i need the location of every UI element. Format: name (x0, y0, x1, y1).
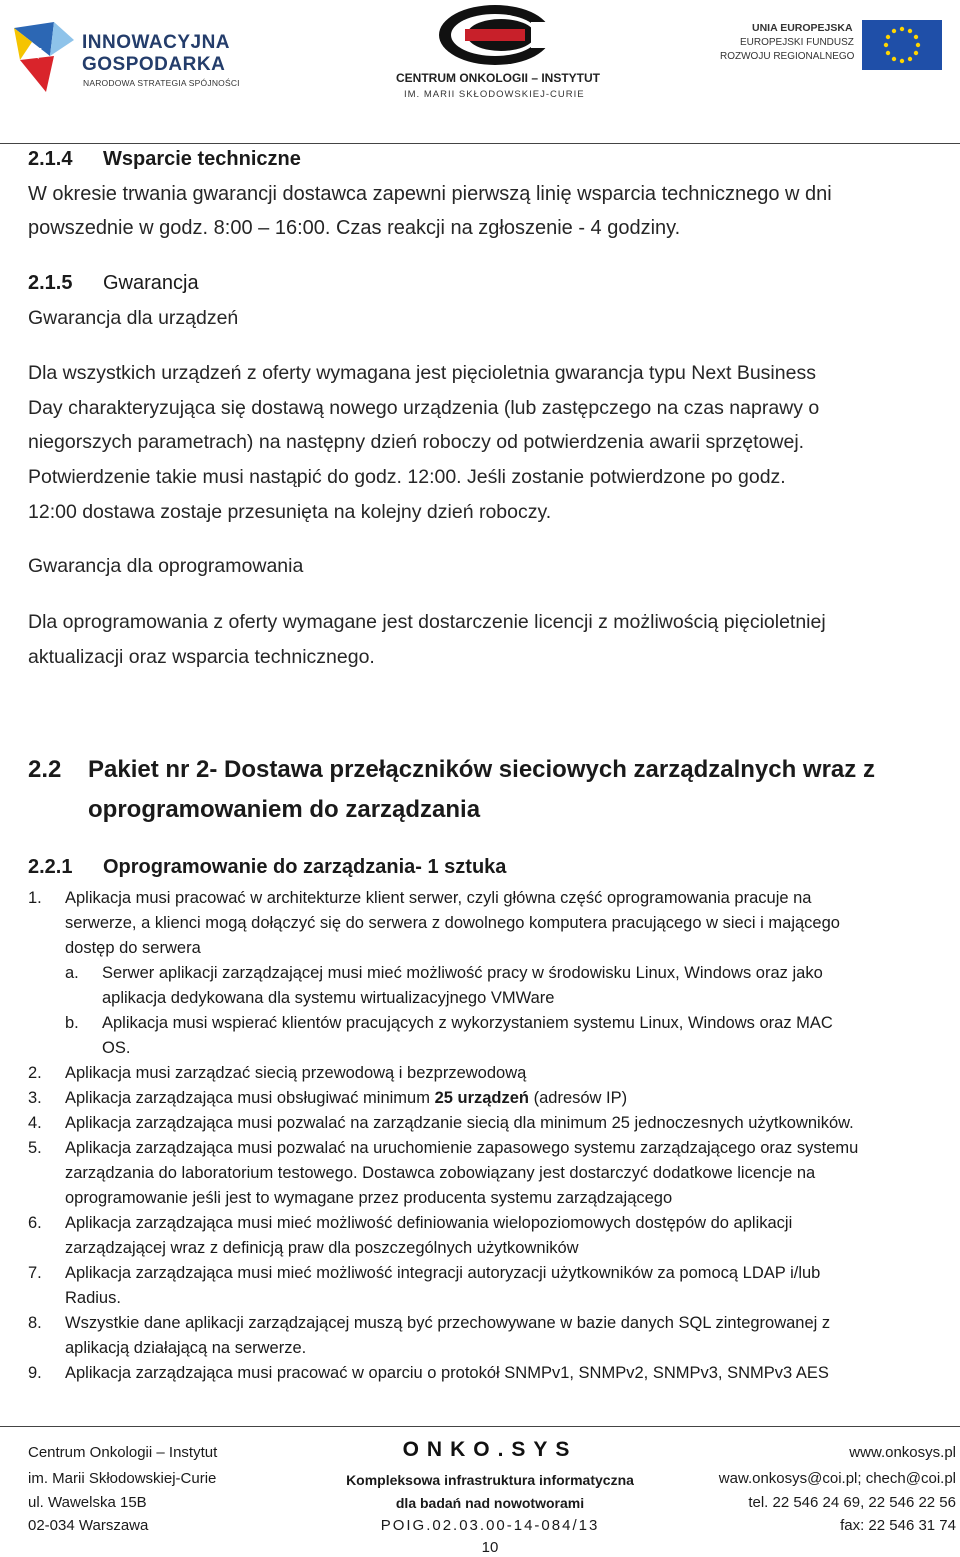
logo-right-line3: ROZWOJU REGIONALNEGO (720, 51, 855, 62)
logo-left-line1: INNOWACYJNA (82, 32, 231, 53)
warranty-devices-text-line: Dla wszystkich urządzeń z oferty wymagana jest pięcioletnia gwarancja typu Next Business (28, 362, 816, 384)
warranty-devices-text-line: 12:00 dostawa zostaje przesunięta na kolejny dzień roboczy. (28, 501, 552, 523)
footer-contact-line: waw.onkosys@coi.pl; chech@coi.pl (718, 1470, 956, 1487)
list-item-line: Aplikacja zarządzająca musi mieć możliwość definiowania wielopoziomowych dostępów do aplikacji (65, 1214, 793, 1232)
warranty-software-text-line: aktualizacji oraz wsparcia technicznego. (28, 646, 375, 668)
section-2-1-4-title: Wsparcie techniczne (103, 148, 301, 170)
footer-address-line: 02-034 Warszawa (28, 1517, 149, 1534)
logo-right-line1: UNIA EUROPEJSKA (752, 22, 853, 34)
warranty-devices-heading: Gwarancja dla urządzeń (28, 307, 239, 329)
footer-address-line: ul. Wawelska 15B (28, 1494, 147, 1511)
list-item-line: aplikacją działającą na serwerze. (65, 1339, 307, 1357)
list-item-line: Aplikacja zarządzająca musi mieć możliwość integracji autoryzacji użytkowników za pomocą LDAP i/lub (65, 1264, 821, 1282)
eu-flag-icon (862, 20, 942, 70)
list-item-line: dostęp do serwera (65, 939, 201, 957)
header (0, 0, 960, 144)
list-item-line: serwerze, a klienci mogą dołączyć się do serwera z dowolnego komputera pracującego w sieci i mającego (65, 914, 840, 932)
footer-contact-line: tel. 22 546 24 69, 22 546 22 56 (748, 1494, 956, 1511)
list-item-line (65, 1089, 627, 1108)
footer-project-code: POIG.02.03.00-14-084/13 (380, 1517, 600, 1534)
logo-right-line2: EUROPEJSKI FUNDUSZ (740, 37, 854, 48)
footer-divider (0, 1426, 960, 1427)
list-number: 6. (28, 1214, 42, 1232)
list-number: 1. (28, 889, 42, 907)
eu-logo (710, 20, 950, 70)
list-item-line: Aplikacja zarządzająca musi pozwalać na zarządzanie siecią dla minimum 25 jednoczesnych użytkowników. (65, 1114, 854, 1132)
section-2-2-1-number: 2.2.1 (28, 856, 73, 878)
warranty-devices-text-line: Day charakteryzująca się dostawą nowego urządzenia (lub zastępczego na czas naprawy o (28, 397, 820, 419)
list-letter: b. (65, 1014, 79, 1032)
footer-address-line: im. Marii Skłodowskiej-Curie (28, 1470, 217, 1487)
footer-project-line: Kompleksowa infrastruktura informatyczna (346, 1472, 634, 1488)
list-item-line: Aplikacja zarządzająca musi pracować w oparciu o protokół SNMPv1, SNMPv2, SNMPv3, SNMPv3 AES (65, 1364, 829, 1382)
list-item-line: Aplikacja zarządzająca musi pozwalać na uruchomienie zapasowego systemu zarządzającego oraz systemu (65, 1139, 859, 1157)
logo-center-line1: CENTRUM ONKOLOGII – INSTYTUT (396, 71, 600, 85)
list-item-line: OS. (102, 1039, 131, 1057)
logo-left-line3: NARODOWA STRATEGIA SPÓJNOŚCI (83, 78, 240, 88)
section-2-2-1-title: Oprogramowanie do zarządzania- 1 sztuka (103, 856, 507, 878)
list-number: 3. (28, 1089, 42, 1107)
warranty-devices-text-line: niegorszych parametrach) na następny dzień roboczy od potwierdzenia awarii sprzętowej. (28, 431, 805, 453)
list-item-text: (adresów IP) (529, 1089, 628, 1107)
section-2-1-5-title: Gwarancja (103, 272, 199, 294)
section-2-2-number: 2.2 (28, 756, 62, 783)
section-2-2-title-line1: Pakiet nr 2- Dostawa przełączników sieciowych zarządzalnych wraz z (88, 756, 875, 783)
section-2-1-4-text-line: W okresie trwania gwarancji dostawca zapewni pierwszą linię wsparcia technicznego w dni (28, 183, 832, 205)
warranty-software-text-line: Dla oprogramowania z oferty wymagane jest dostarczenie licencji z możliwością pięcioletniej (28, 611, 826, 633)
list-number: 8. (28, 1314, 42, 1332)
section-2-1-4-number: 2.1.4 (28, 148, 73, 170)
list-item-bold: 25 urządzeń (434, 1089, 530, 1107)
list-item-line: Radius. (65, 1289, 121, 1307)
list-letter: a. (65, 964, 79, 982)
coi-emblem-icon (435, 2, 555, 68)
star-flag-icon (10, 20, 76, 94)
footer-contact-line: fax: 22 546 31 74 (840, 1517, 956, 1534)
list-number: 5. (28, 1139, 42, 1157)
list-number: 9. (28, 1364, 42, 1382)
list-item-line: zarządzającej wraz z definicją praw dla poszczególnych użytkowników (65, 1239, 579, 1257)
list-item-line: oprogramowanie jeśli jest to wymagane przez producenta systemu zarządzającego (65, 1189, 673, 1207)
section-2-2-title-line2: oprogramowaniem do zarządzania (88, 796, 481, 823)
list-item-line: zarządzania do laboratorium testowego. Dostawca zobowiązany jest dostarczyć dodatkowe licencje na (65, 1164, 816, 1182)
page-number: 10 (481, 1539, 499, 1556)
list-number: 2. (28, 1064, 42, 1082)
list-number: 7. (28, 1264, 42, 1282)
section-2-1-4-text-line: powszednie w godz. 8:00 – 16:00. Czas reakcji na zgłoszenie - 4 godziny. (28, 217, 681, 239)
coi-logo (390, 2, 610, 102)
header-divider (0, 143, 960, 144)
list-item-line: Aplikacja musi zarządzać siecią przewodową i bezprzewodową (65, 1064, 527, 1082)
section-2-1-5-number: 2.1.5 (28, 272, 73, 294)
footer-project-line: dla badań nad nowotworami (395, 1495, 585, 1511)
list-item-line: Wszystkie dane aplikacji zarządzającej muszą być przechowywane w bazie danych SQL zintegrowanej z (65, 1314, 831, 1332)
logo-center-line2: IM. MARII SKŁODOWSKIEJ-CURIE (404, 89, 585, 100)
footer (0, 1430, 960, 1557)
list-number: 4. (28, 1114, 42, 1132)
list-item-line: Serwer aplikacji zarządzającej musi mieć możliwość pracy w środowisku Linux, Windows oraz jako (102, 964, 823, 982)
footer-contact-line: www.onkosys.pl (849, 1444, 956, 1461)
warranty-software-heading: Gwarancja dla oprogramowania (28, 555, 304, 577)
list-item-line: Aplikacja musi wspierać klientów pracujących z wykorzystaniem systemu Linux, Windows oraz MAC (102, 1014, 833, 1032)
list-item-line: aplikacja dedykowana dla systemu wirtualizacyjnego VMWare (102, 989, 555, 1007)
innowacyjna-gospodarka-logo (10, 18, 260, 98)
logo-left-line2: GOSPODARKA (82, 54, 226, 75)
list-item-text: Aplikacja zarządzająca musi obsługiwać minimum (65, 1089, 435, 1107)
onkosys-logo: ONKO.SYS (402, 1438, 578, 1461)
list-item-line: Aplikacja musi pracować w architekturze klient serwer, czyli główna część oprogramowania pracuje na (65, 889, 812, 907)
warranty-devices-text-line: Potwierdzenie takie musi nastąpić do godz. 12:00. Jeśli zostanie potwierdzone po godz. (28, 466, 786, 488)
footer-address-line: Centrum Onkologii – Instytut (28, 1444, 218, 1461)
